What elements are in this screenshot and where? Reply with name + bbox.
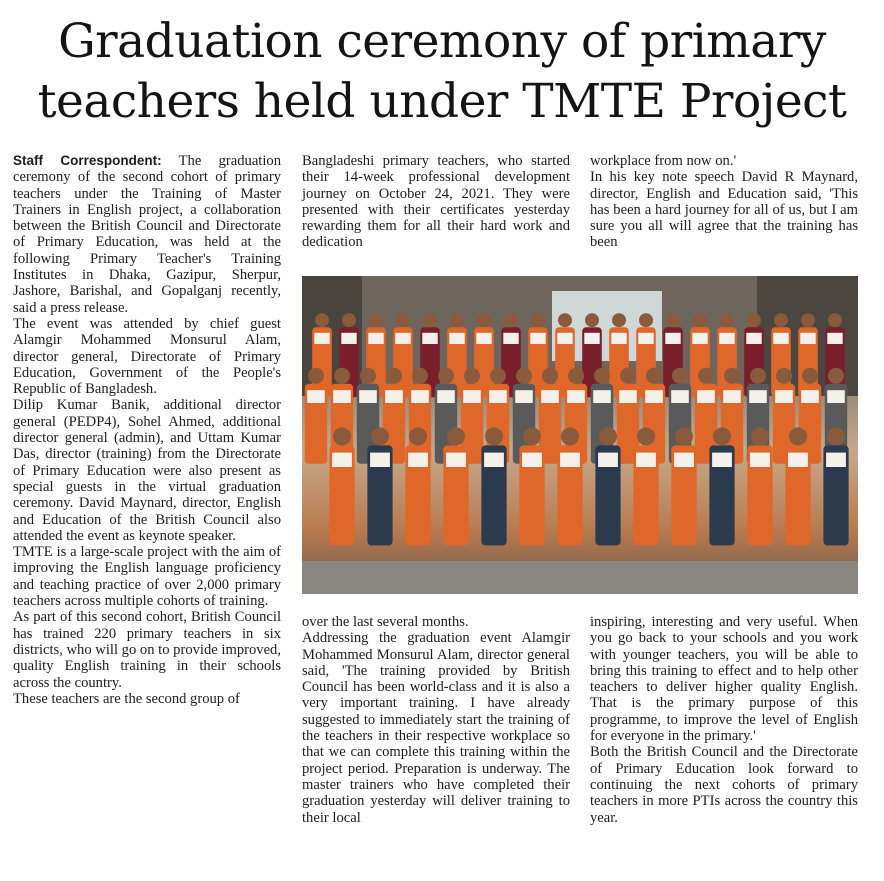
article-column-2-top <box>302 153 570 251</box>
certificate <box>827 390 845 403</box>
certificate <box>314 333 329 344</box>
certificate <box>826 453 846 467</box>
person-head <box>675 427 693 445</box>
person-head <box>585 313 599 327</box>
person-head <box>828 313 842 327</box>
person-head <box>751 427 769 445</box>
headline <box>0 12 884 132</box>
certificate <box>385 390 403 403</box>
certificate <box>611 333 626 344</box>
person-head <box>333 427 351 445</box>
headline-line-2: teachers held under TMTE Project <box>37 74 847 129</box>
person-head <box>693 313 707 327</box>
person-head <box>776 368 792 384</box>
certificate <box>560 453 580 467</box>
person-head <box>801 313 815 327</box>
certificate <box>584 333 599 344</box>
certificate <box>674 453 694 467</box>
certificate <box>598 453 618 467</box>
certificate <box>476 333 491 344</box>
article-column-3-bottom <box>590 614 858 826</box>
person-head <box>315 313 329 327</box>
paragraph: In his key note speech David R Maynard, director, English and Education said, 'This has been a hard journey for all of us, but I am sure you all will agree that the training has been <box>590 169 858 251</box>
person-head <box>827 427 845 445</box>
article-column-2-bottom <box>302 614 570 826</box>
person-head <box>828 368 844 384</box>
person-head <box>308 368 324 384</box>
certificate <box>422 333 437 344</box>
person-head <box>720 313 734 327</box>
person-head <box>531 313 545 327</box>
paragraph: TMTE is a large-scale project with the aim of improving the English language proficiency and teaching practice of over 2,000 primary teachers across multiple cohorts of training. <box>13 544 281 610</box>
certificate <box>408 453 428 467</box>
person-head <box>477 313 491 327</box>
person-head <box>412 368 428 384</box>
certificate <box>411 390 429 403</box>
person-head <box>423 313 437 327</box>
certificate <box>712 453 732 467</box>
paragraph: As part of this second cohort, British Council has trained 220 primary teachers in six districts, who will go on to provide improved, quality English training in their schools across the country. <box>13 609 281 691</box>
person-head <box>637 427 655 445</box>
certificate <box>800 333 815 344</box>
byline: Staff Correspondent: <box>13 153 162 168</box>
person-head <box>490 368 506 384</box>
certificate <box>446 453 466 467</box>
certificate <box>638 333 653 344</box>
article-column-1 <box>13 153 281 707</box>
group-photo <box>302 276 858 594</box>
certificate <box>567 390 585 403</box>
certificate <box>723 390 741 403</box>
person-head <box>594 368 610 384</box>
person-head <box>612 313 626 327</box>
certificate <box>671 390 689 403</box>
person-head <box>450 313 464 327</box>
certificate <box>370 453 390 467</box>
person-head <box>639 313 653 327</box>
person-head <box>396 313 410 327</box>
person-head <box>464 368 480 384</box>
person-head <box>672 368 688 384</box>
certificate <box>359 390 377 403</box>
certificate <box>788 453 808 467</box>
person-head <box>789 427 807 445</box>
article-column-3-top <box>590 153 858 251</box>
certificate <box>645 390 663 403</box>
paragraph: Both the British Council and the Directorate of Primary Education look forward to continuing the next cohorts of primary teachers in more PTIs across the country this year. <box>590 744 858 826</box>
certificate <box>332 453 352 467</box>
person-head <box>802 368 818 384</box>
paragraph: inspiring, interesting and very useful. When you go back to your schools and you work with younger teachers, you will be able to bring this training to effect and to help other teachers to deliver higher quality English. That is the primary purpose of this programme, to improve the level of English for everyone in the primary.' <box>590 614 858 745</box>
person-head <box>447 427 465 445</box>
certificate <box>593 390 611 403</box>
certificate <box>827 333 842 344</box>
certificate <box>307 390 325 403</box>
headline-line-1: Graduation ceremony of primary <box>58 14 826 69</box>
person-head <box>561 427 579 445</box>
person-head <box>386 368 402 384</box>
certificate <box>636 453 656 467</box>
person-head <box>360 368 376 384</box>
person-head <box>599 427 617 445</box>
person-head <box>504 313 518 327</box>
certificate <box>749 390 767 403</box>
paragraph: The event was attended by chief guest Alamgir Mohammed Monsurul Alam, director general, Directorate of Primary Education, Government of the People's Republic of Bangladesh. <box>13 315 281 398</box>
person-head <box>568 368 584 384</box>
certificate <box>341 333 356 344</box>
certificate <box>719 333 734 344</box>
person-head <box>747 313 761 327</box>
person-head <box>620 368 636 384</box>
person-head <box>516 368 532 384</box>
person-head <box>666 313 680 327</box>
certificate <box>368 333 383 344</box>
certificate <box>557 333 572 344</box>
paragraph: These teachers are the second group of <box>13 690 240 707</box>
paragraph: Addressing the graduation event Alamgir Mohammed Monsurul Alam, director general said, 'The training provided by British Council has been world-class and it is also a very important training. I have already suggested to immediately start the training of the teachers in their respective workplace so that we can complete this training within the project period. Preparation is underway. The master trainers who have completed their graduation yesterday will deliver training to their local <box>302 630 570 826</box>
paragraph: Dilip Kumar Banik, additional director general (PEDP4), Sohel Ahmed, additional director general (admin), and Uttam Kumar Das, director (training) from the Directorate of Primary Education were also present as special guests in the virtual graduation ceremony. David Maynard, director, English and Education of the British Council also attended the event as keynote speaker. <box>13 397 281 544</box>
certificate <box>750 453 770 467</box>
certificate <box>746 333 761 344</box>
group-photo-illustration <box>302 276 858 594</box>
certificate <box>333 390 351 403</box>
certificate <box>503 333 518 344</box>
person-head <box>724 368 740 384</box>
certificate <box>395 333 410 344</box>
certificate <box>463 390 481 403</box>
certificate <box>449 333 464 344</box>
certificate <box>773 333 788 344</box>
person-head <box>438 368 454 384</box>
person-head <box>774 313 788 327</box>
person-head <box>750 368 766 384</box>
person-head <box>698 368 714 384</box>
certificate <box>522 453 542 467</box>
paragraph: Staff Correspondent: The graduation ceremony of the second cohort of primary teachers under the Training of Master Trainers in English project, a collaboration between the British Council and Directorate of Primary Education, was held at the following Primary Teacher's Training Institutes in Dhaka, Gazipur, Sherpur, Jashore, Barishal, and Gopalganj recently, said a press release. <box>13 153 282 316</box>
person-head <box>371 427 389 445</box>
certificate <box>619 390 637 403</box>
certificate <box>692 333 707 344</box>
person-head <box>558 313 572 327</box>
certificate <box>665 333 680 344</box>
person-head <box>713 427 731 445</box>
person-head <box>334 368 350 384</box>
certificate <box>801 390 819 403</box>
certificate <box>484 453 504 467</box>
person-head <box>542 368 558 384</box>
person-head <box>409 427 427 445</box>
certificate <box>530 333 545 344</box>
person-head <box>646 368 662 384</box>
certificate <box>515 390 533 403</box>
person-head <box>485 427 503 445</box>
certificate <box>489 390 507 403</box>
paragraph: over the last several months. <box>302 614 469 630</box>
certificate <box>541 390 559 403</box>
person-head <box>523 427 541 445</box>
certificate <box>775 390 793 403</box>
certificate <box>697 390 715 403</box>
certificate <box>437 390 455 403</box>
person-head <box>342 313 356 327</box>
paragraph: Bangladeshi primary teachers, who started their 14-week professional development journey on October 24, 2021. They were presented with their certificates yesterday rewarding them for all their hard work and dedication <box>302 153 570 251</box>
paragraph: workplace from now on.' <box>590 153 737 169</box>
person-head <box>369 313 383 327</box>
